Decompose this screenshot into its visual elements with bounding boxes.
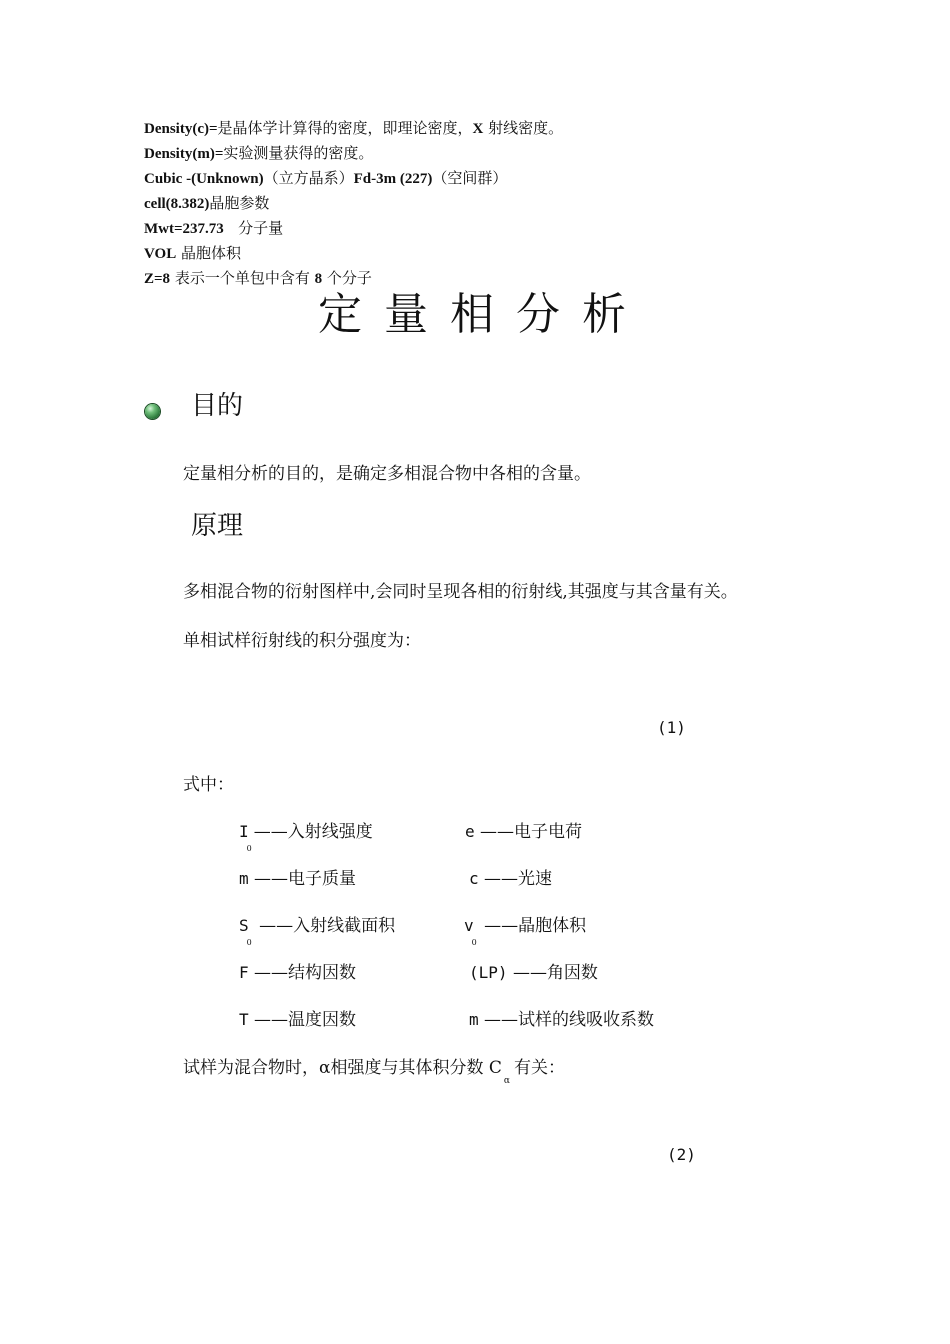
equation-2-label: (2) — [667, 1145, 696, 1164]
var-row-3-right: $v_0$ ——晶胞体积 — [464, 916, 587, 947]
var-row-5-left: T ——温度因数 — [239, 1010, 357, 1030]
principle-text-2: 单相试样衍射线的积分强度为： — [183, 631, 421, 651]
note-density-c: Density(c)=是晶体学计算得的密度，即理论密度，X 射线密度。 — [144, 119, 564, 137]
note-vol: VOL 晶胞体积 — [144, 244, 241, 262]
note-mwt: Mwt=237.73 分子量 — [144, 219, 284, 237]
principle-text-1: 多相混合物的衍射图样中,会同时呈现各相的衍射线,其强度与其含量有关。 — [183, 582, 738, 602]
page-title: 定量相分析 — [318, 289, 648, 340]
var-row-1-left: $I_0——$入射线强度 — [239, 822, 373, 853]
var-row-4-right: (LP) ——角因数 — [469, 963, 598, 983]
var-row-1-right: e ——电子电荷 — [465, 822, 583, 842]
note-cell: cell(8.382)晶胞参数 — [144, 194, 270, 212]
var-row-3-left: $S_0$ ——入射线截面积 — [239, 916, 396, 947]
var-row-2-left: m ——电子质量 — [239, 869, 357, 889]
note-density-m: Density(m)=实验测量获得的密度。 — [144, 144, 374, 162]
where-label: 式中： — [183, 775, 234, 795]
note-z: Z=8 表示一个单包中含有 8 个分子 — [144, 269, 372, 287]
var-row-4-left: F ——结构因数 — [239, 963, 357, 983]
var-row-5-right: m ——试样的线吸收系数 — [469, 1010, 655, 1030]
bullet-icon — [145, 404, 160, 419]
equation-1-label: (1) — [657, 718, 686, 737]
purpose-text: 定量相分析的目的，是确定多相混合物中各相的含量。 — [183, 464, 591, 484]
note-crystal-system: Cubic -(Unknown)（立方晶系）Fd-3m (227)（空间群） — [144, 169, 508, 187]
var-row-2-right: c ——光速 — [469, 869, 553, 889]
heading-purpose: 目的 — [191, 391, 244, 421]
mixture-text: 试样为混合物时，α相强度与其体积分数 $C_\alpha$有关： — [183, 1058, 565, 1086]
heading-principle: 原理 — [191, 511, 244, 541]
